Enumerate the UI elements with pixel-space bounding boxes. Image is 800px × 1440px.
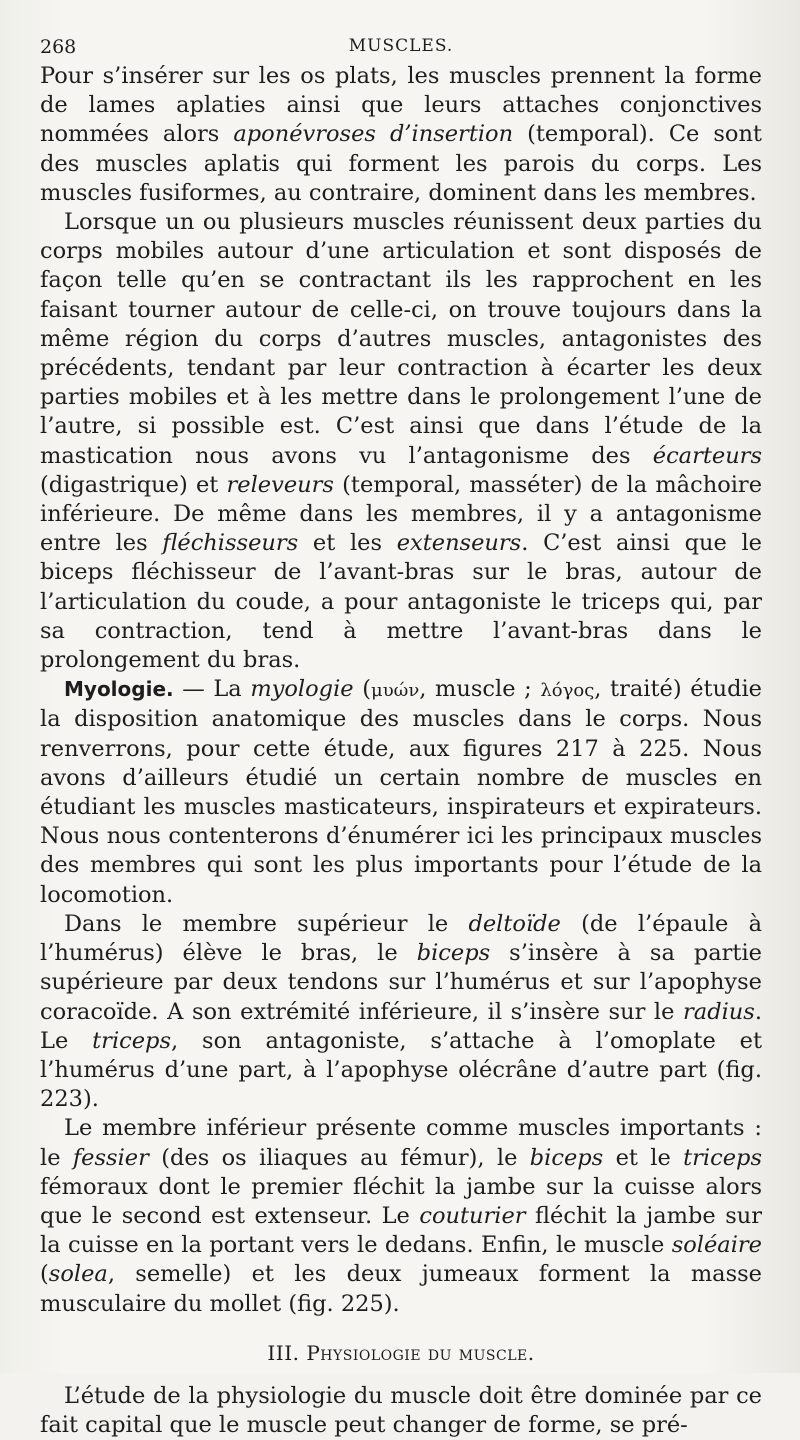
term-deltoide: deltoïde — [468, 910, 561, 937]
running-head — [40, 30, 762, 62]
section-heading — [40, 1339, 762, 1368]
term-myologie: myologie — [250, 676, 354, 703]
page-number: 268 — [40, 36, 77, 58]
term-fessier: fessier — [72, 1144, 149, 1171]
section-number: III. — [267, 1340, 300, 1365]
term-releveurs: releveurs — [226, 471, 334, 498]
heading-myologie: Myologie. — [64, 677, 174, 702]
term-biceps-femoral: biceps — [529, 1144, 604, 1171]
term-radius: radius — [683, 998, 755, 1025]
term-triceps-femoral: triceps — [683, 1144, 762, 1171]
running-title: MUSCLES. — [348, 36, 454, 56]
body-text — [40, 62, 762, 1440]
paragraph-myologie: Myologie. — La myologie (μυών, muscle ; λόγος, traité) étudie la disposition anatomique des muscles dans le corps. Nous renverrons, pour cette étude, aux figures 217 à 225. Nous avons d’ailleurs étudié un certain nombre de muscles en étudiant les muscles masticateurs, inspirateurs et expirateurs. Nous nous contenterons d’énumérer ici les principaux muscles des membres qui sont les plus importants pour l’étude de la locomotion. — [40, 676, 762, 908]
term-solea: solea — [48, 1261, 108, 1288]
paragraph-lower-limb: Le membre inférieur présente comme muscles importants : le fessier (des os iliaques au fémur), le biceps et le triceps fémoraux dont le premier fléchit la jambe sur la cuisse alors que le second est extenseur. Le couturier fléchit la jambe sur la cuisse en la portant vers le dedans. Enfin, le muscle soléaire (solea, semelle) et les deux jumeaux forment la masse musculaire du mollet (fig. 225). — [40, 1115, 763, 1317]
paragraph-upper-limb: Dans le membre supérieur le deltoïde (de l’épaule à l’humérus) élève le bras, le biceps s’insère à sa partie supérieure par deux tendons sur l’humérus et sur l’apophyse coracoïde. A son extrémité inférieure, il s’insère sur le radius. Le triceps, son antagoniste, s’attache à l’omoplate et l’humérus d’une part, à l’apophyse olécrâne d’autre part (fig. 223). — [40, 910, 762, 1113]
term-triceps: triceps — [92, 1027, 172, 1054]
term-extenseurs: extenseurs — [396, 530, 522, 557]
term-biceps: biceps — [416, 940, 491, 967]
section-title: Physiologie du muscle. — [306, 1340, 535, 1365]
term-flechisseurs: fléchisseurs — [162, 530, 299, 557]
paragraph-flat-muscles: Pour s’insérer sur les os plats, les muscles prennent la forme de lames aplaties ainsi que leurs attaches conjonctives nommées alors aponévroses d’insertion (temporal). Ce sont des muscles aplatis qui forment les parois du corps. Les muscles fusiformes, au contraire, dominent dans les membres. — [40, 63, 762, 206]
term-aponevroses: aponévroses d’insertion — [233, 121, 514, 148]
paragraph-physiology: L’étude de la physiologie du muscle doit être dominée par ce fait capital que le muscle peut changer de forme, se pré- — [40, 1382, 762, 1439]
greek-word-muon: μυών — [371, 680, 420, 702]
paragraph-antagonism: Lorsque un ou plusieurs muscles réunissent deux parties du corps mobiles autour d’une articulation et sont disposés de façon telle qu’en se contractant ils les rapprochent en les faisant tourner autour de celle-ci, on trouve toujours dans la même région du corps d’autres muscles, antagonistes des précédents, tendant par leur contraction à écarter les deux parties mobiles et à les mettre dans le prolongement l’une de l’autre, si possible est. C’est ainsi que dans l’étude de la mastication nous avons vu l’antagonisme des écarteurs (digastrique) et releveurs (temporal, masséter) de la mâchoire inférieure. De même dans les membres, il y a antagonisme entre les fléchisseurs et les extenseurs. C’est ainsi que le biceps fléchisseur de l’avant-bras sur le bras, autour de l’articulation du coude, a pour antagoniste le triceps qui, par sa contraction, tend à mettre l’avant-bras dans le prolongement du bras. — [40, 209, 763, 674]
greek-word-logos: λόγος — [540, 680, 595, 702]
term-couturier: couturier — [419, 1202, 526, 1229]
term-soleaire: soléaire — [671, 1232, 762, 1259]
term-ecarteurs: écarteurs — [652, 442, 762, 469]
